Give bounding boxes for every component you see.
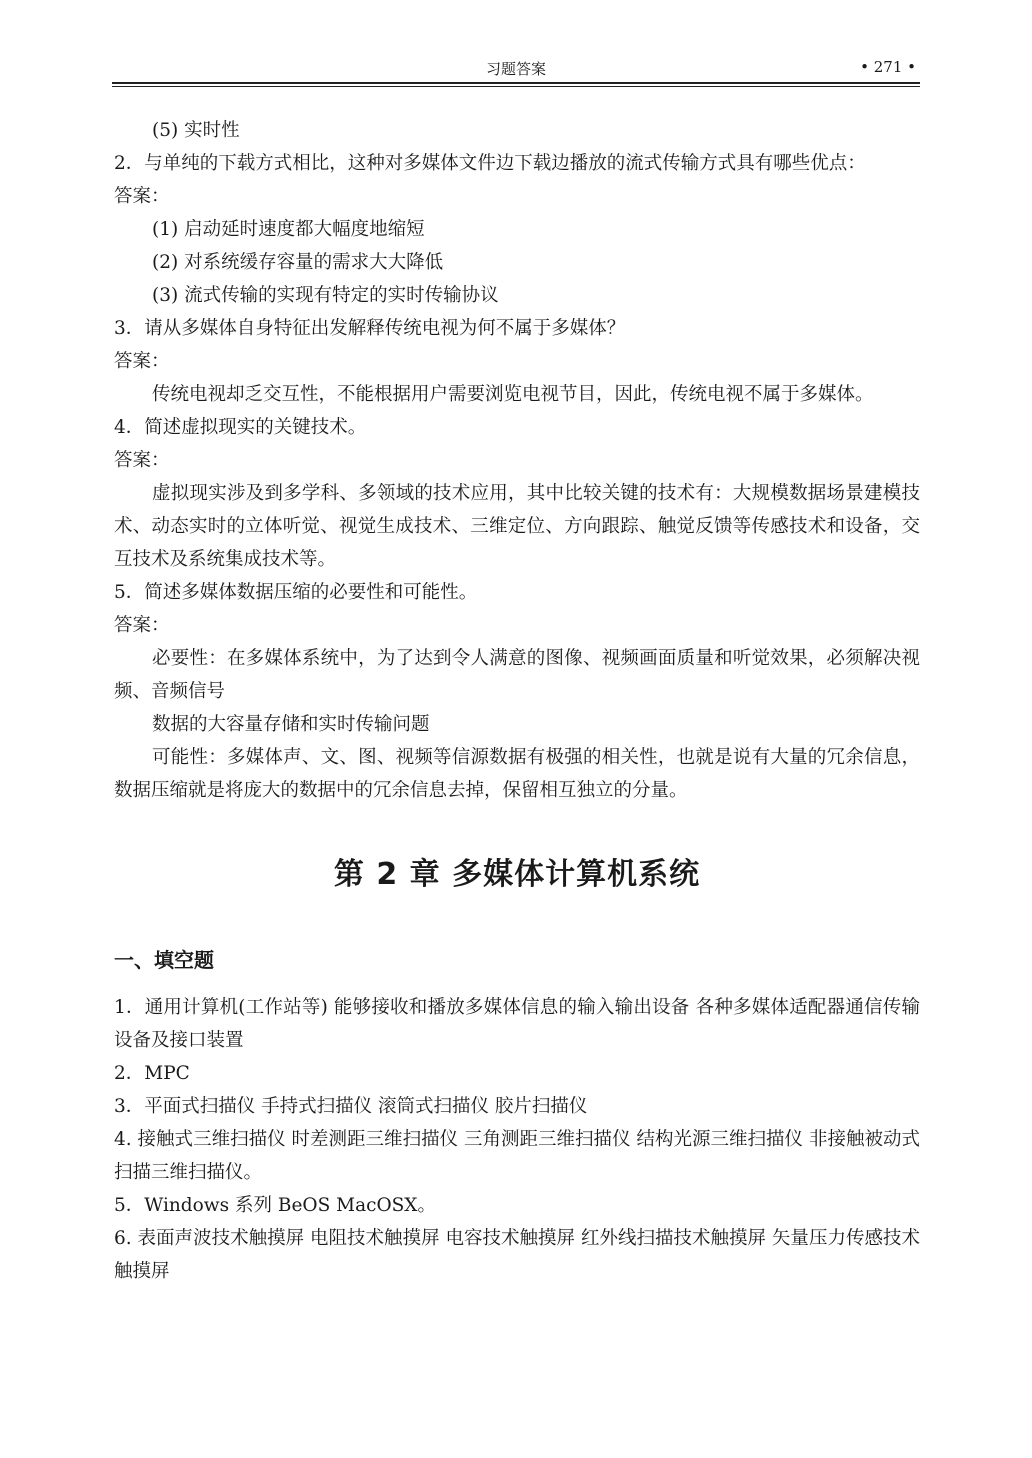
section-heading: 一、填空题 bbox=[114, 948, 214, 972]
answer-text: 数据的大容量存储和实时传输问题 bbox=[152, 714, 430, 735]
list-item: (3) 流式传输的实现有特定的实时传输协议 bbox=[152, 285, 499, 306]
answer-label: 答案： bbox=[114, 186, 170, 207]
running-header-title: 习题答案 bbox=[485, 60, 546, 78]
answer-text: 可能性：多媒体声、文、图、视频等信源数据有极强的相关性，也就是说有大量的冗余信息，数据压缩就是将庞大的数据中的冗余信息去掉，保留相互独立的分量。 bbox=[114, 747, 920, 801]
question-2: 2．与单纯的下载方式相比，这种对多媒体文件边下载边播放的流式传输方式具有哪些优点： bbox=[114, 153, 866, 174]
answer-label: 答案： bbox=[114, 450, 170, 471]
list-item: 3．平面式扫描仪 手持式扫描仪 滚筒式扫描仪 胶片扫描仪 bbox=[114, 1096, 588, 1117]
answer-text: 传统电视却乏交互性，不能根据用户需要浏览电视节目，因此，传统电视不属于多媒体。 bbox=[152, 384, 874, 405]
answer-text: 虚拟现实涉及到多学科、多领域的技术应用，其中比较关键的技术有：大规模数据场景建模技术、动态实时的立体听觉、视觉生成技术、三维定位、方向跟踪、触觉反馈等传感技术和设备，交互技术及系统集成技术等。 bbox=[114, 483, 920, 570]
question-3: 3．请从多媒体自身特征出发解释传统电视为何不属于多媒体？ bbox=[114, 318, 626, 339]
page-number: • 271 • bbox=[860, 58, 916, 76]
page-content bbox=[114, 114, 920, 1288]
chapter-title: 第 2 章 多媒体计算机系统 bbox=[333, 857, 701, 892]
answer-text: 必要性：在多媒体系统中，为了达到令人满意的图像、视频画面质量和听觉效果，必须解决视频、音频信号 bbox=[114, 648, 920, 702]
list-item: 6. 表面声波技术触摸屏 电阻技术触摸屏 电容技术触摸屏 红外线扫描技术触摸屏 矢量压力传感技术触摸屏 bbox=[114, 1228, 920, 1282]
list-item: 1．通用计算机(工作站等) 能够接收和播放多媒体信息的输入输出设备 各种多媒体适配器通信传输设备及接口装置 bbox=[114, 997, 920, 1051]
list-item: 5．Windows 系列 BeOS MacOSX。 bbox=[114, 1195, 436, 1216]
answer-label: 答案： bbox=[114, 615, 170, 636]
question-5: 5．简述多媒体数据压缩的必要性和可能性。 bbox=[114, 582, 478, 603]
answer-label: 答案： bbox=[114, 351, 170, 372]
question-4: 4．简述虚拟现实的关键技术。 bbox=[114, 417, 367, 438]
list-item: (2) 对系统缓存容量的需求大大降低 bbox=[152, 252, 444, 273]
header-rule-thin bbox=[112, 86, 920, 87]
page-header bbox=[112, 56, 920, 82]
list-item: (5) 实时性 bbox=[152, 120, 240, 141]
list-item: 2．MPC bbox=[114, 1063, 190, 1084]
header-rule-thick bbox=[112, 82, 920, 84]
list-item: (1) 启动延时速度都大幅度地缩短 bbox=[152, 219, 425, 240]
list-item: 4. 接触式三维扫描仪 时差测距三维扫描仪 三角测距三维扫描仪 结构光源三维扫描仪 非接触被动式扫描三维扫描仪。 bbox=[114, 1129, 920, 1183]
